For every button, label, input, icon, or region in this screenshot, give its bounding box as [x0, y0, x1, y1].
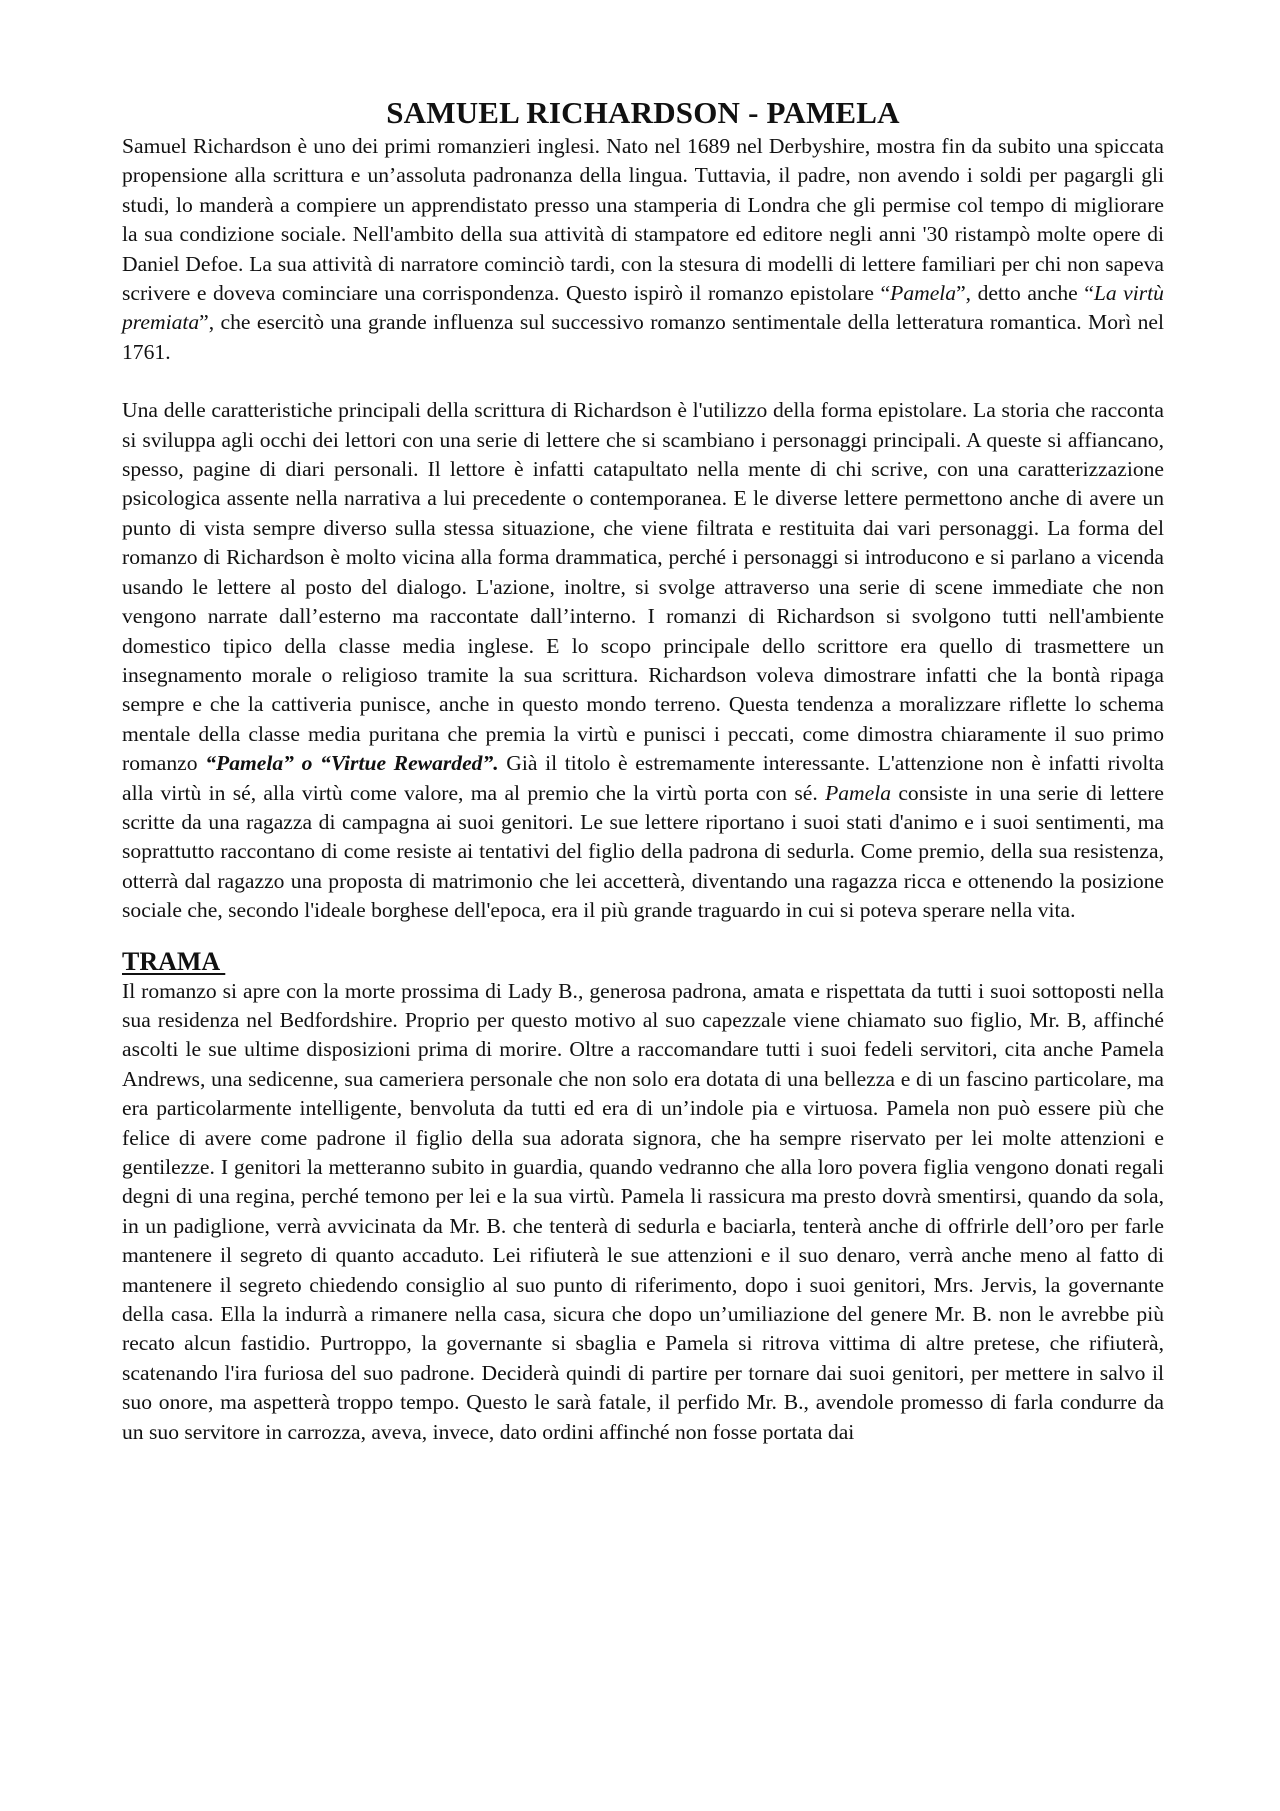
heading-spacer: [122, 926, 1164, 946]
intro-text-1: Samuel Richardson è uno dei primi romanzieri inglesi. Nato nel 1689 nel Derbyshire, mostra fin da subito una spiccata propensione alla scrittura e un’assoluta padronanza della lingua. Tuttavia, il padre, non avendo i soldi per pagargli gli studi, lo manderà a compiere un apprendistato presso una stamperia di Londra che gli permise col tempo di migliorare la sua condizione sociale. Nell'ambito della sua attività di stampatore ed editore negli anni '30 ristampò molte opere di Daniel Defoe. La sua attività di narratore cominciò tardi, con la stesura di modelli di lettere familiari per chi non sapeva scrivere e doveva cominciare una corrispondenza. Questo ispirò il romanzo epistolare “: [122, 134, 1164, 306]
style-text-1: Una delle caratteristiche principali della scrittura di Richardson è l'utilizzo della forma epistolare. La storia che racconta si sviluppa agli occhi dei lettori con una serie di lettere che si scambiano i personaggi principali. A queste si affiancano, spesso, pagine di diari personali. Il lettore è infatti catapultato nella mente di chi scrive, con una caratterizzazione psicologica assente nella narrativa a lui precedente o contemporanea. E le diverse lettere permettono anche di avere un punto di vista sempre diverso sulla stessa situazione, che viene filtrata e restituita dai vari personaggi. La forma del romanzo di Richardson è molto vicina alla forma drammatica, perché i personaggi si introducono e si parlano a vicenda usando le lettere al posto del dialogo. L'azione, inoltre, si svolge attraverso una serie di scene immediate che non vengono narrate dall’esterno ma raccontate dall’interno. I romanzi di Richardson si svolgono tutti nell'ambiente domestico tipico della classe media inglese. E lo scopo principale dello scrittore era quello di trasmettere un insegnamento morale o religioso tramite la sua scrittura. Richardson voleva dimostrare infatti che la bontà ripaga sempre e che la cattiveria punisce, anche in questo mondo terreno. Questa tendenza a moralizzare riflette lo schema mentale della classe media puritana che premia la virtù e punisci i peccati, come dimostra chiaramente il suo primo romanzo: [122, 398, 1164, 776]
style-text-2: Già il titolo è estremamente interessante. L'attenzione non è infatti rivolta alla virtù in sé, alla virtù come valore, ma al premio che la virtù porta con sé.: [122, 751, 1165, 805]
intro-text-3: ”, che esercitò una grande influenza sul successivo romanzo sentimentale della letteratura romantica. Morì nel 1761.: [122, 310, 1164, 364]
plot-heading: TRAMA: [122, 946, 226, 976]
intro-paragraph: [122, 132, 1164, 367]
plot-paragraph: Il romanzo si apre con la morte prossima di Lady B., generosa padrona, amata e rispettata da tutti i suoi sottoposti nella sua residenza nel Bedfordshire. Proprio per questo motivo al suo capezzale viene chiamato suo figlio, Mr. B, affinché ascolti le sue ultime disposizioni prima di morire. Oltre a raccomandare tutti i suoi fedeli servitori, cita anche Pamela Andrews, una sedicenne, sua cameriera personale che non solo era dotata di una bellezza e di un fascino particolare, ma era particolarmente intelligente, benvoluta da tutti ed era di un’indole pia e virtuosa. Pamela non può essere più che felice di avere come padrone il figlio della sua adorata signora, che ha sempre riservato per lei molte attenzioni e gentilezze. I genitori la metteranno subito in guardia, quando vedranno che alla loro povera figlia vengono donati regali degni di una regina, perché temono per lei e la sua virtù. Pamela li rassicura ma presto dovrà smentirsi, quando da sola, in un padiglione, verrà avvicinata da Mr. B. che tenterà di sedurla e baciarla, tenterà anche di offrirle dell’oro per farle mantenere il segreto di quanto accaduto. Lei rifiuterà le sue attenzioni e il suo denaro, verrà anche meno al fatto di mantenere il segreto chiedendo consiglio al suo punto di riferimento, dopo i suoi genitori, Mrs. Jervis, la governante della casa. Ella la indurrà a rimanere nella casa, sicura che dopo un’umiliazione del genere Mr. B. non le avrebbe più recato alcun fastidio. Purtroppo, la governante si sbaglia e Pamela si ritrova vittima di altre pretese, che rifiuterà, scatenando l'ira furiosa del suo padrone. Deciderà quindi di partire per tornare dai suoi genitori, per mettere in salvo il suo onore, ma aspetterà troppo tempo. Questo le sarà fatale, il perfido Mr. B., avendole promesso di farla condurre da un suo servitore in carrozza, aveva, invece, dato ordini affinché non fosse portata dai: [122, 978, 1164, 1444]
style-bold-italic-title: [205, 751, 498, 775]
intro-text-2: ”, detto anche “: [956, 281, 1094, 306]
intro-italic-virtu-premiata: La virtù premiata: [122, 281, 1164, 335]
style-text-3: consiste in una serie di lettere scritte da una ragazza di campagna ai suoi genitori. Le sue lettere riportano i suoi stati d'animo e i suoi sentimenti, ma soprattutto raccontano di come resiste ai tentativi del figlio della padrona di sedurla. Come premio, della sua resistenza, otterrà dal ragazzo una proposta di matrimonio che lei accetterà, diventando una ragazza ricca e ottenendo la posizione sociale che, secondo l'ideale borghese dell'epoca, era il più grande traguardo in cui si poteva sperare nella vita.: [122, 780, 1165, 923]
paragraph-spacer: [122, 367, 1164, 396]
style-bold-italic-text: “Pamela” o “Virtue Rewarded”.: [205, 751, 499, 776]
style-paragraph: [122, 396, 1164, 925]
intro-italic-pamela: Pamela: [890, 281, 957, 306]
style-italic-pamela: Pamela: [825, 780, 892, 805]
page-title: SAMUEL RICHARDSON - PAMELA: [386, 95, 900, 130]
